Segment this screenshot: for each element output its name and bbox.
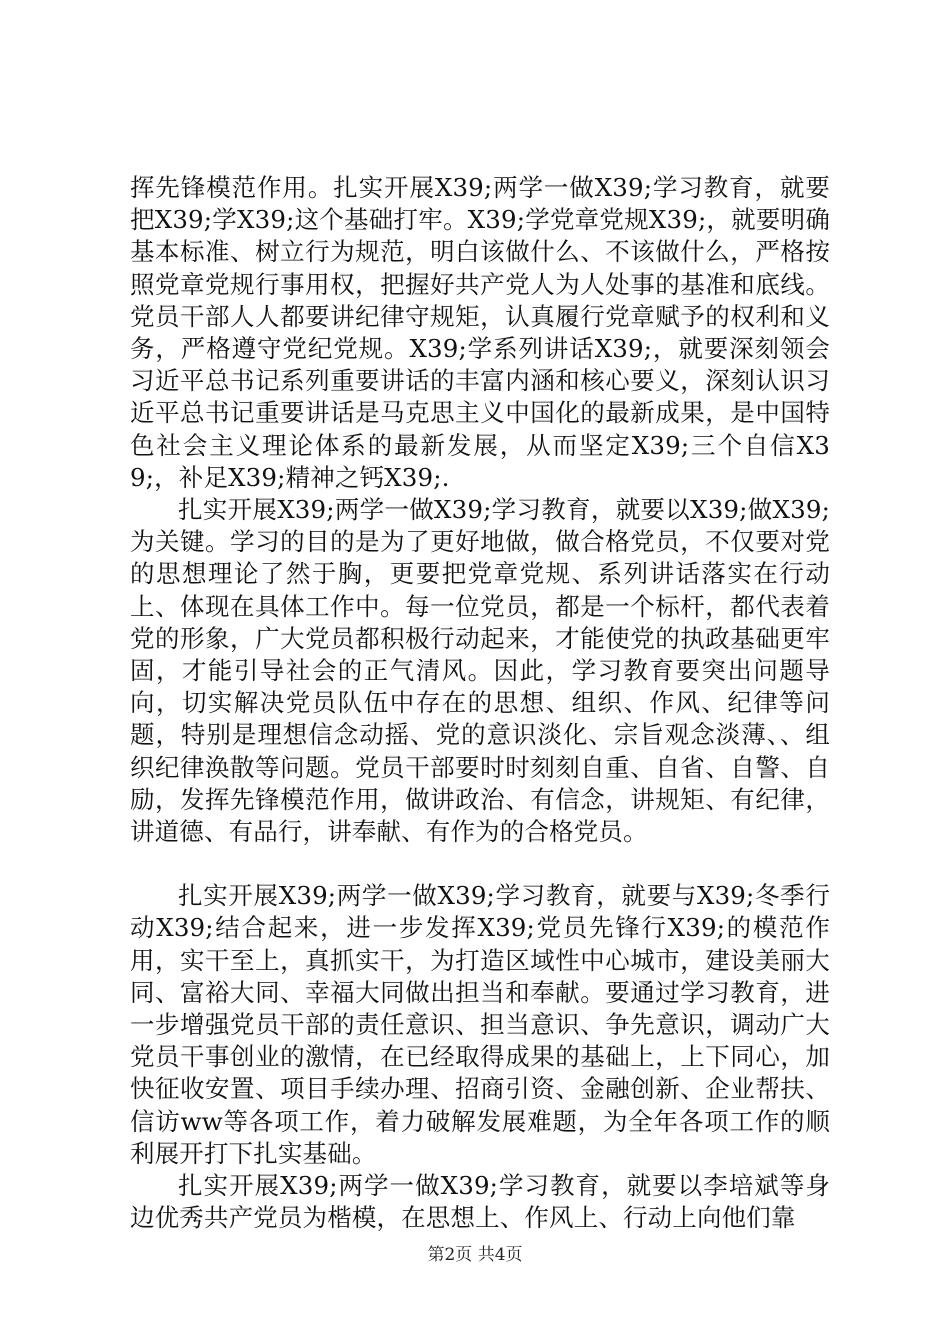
paragraph-1: 挥先锋模范作用。扎实开展X39;两学一做X39;学习教育，就要把X39;学X39;这个基础打牢。X39;学党章党规X39;，就要明确基本标准、树立行为规范，明白该做什么、不该做什么，严格按照党章党规行事用权，把握好共产党人为人处事的基准和底线。党员干部人人都要讲纪律守规矩，认真履行党章赋予的权利和义务，严格遵守党纪党规。X39;学系列讲话X39;，就要深刻领会习近平总书记系列重要讲话的丰富内涵和核心要义，深刻认识习近平总书记重要讲话是马克思主义中国化的最新成果，是中国特色社会主义理论体系的最新发展，从而坚定X39;三个自信X39;，补足X39;精神之钙X39;.	[130, 173, 830, 492]
document-body	[130, 172, 830, 1235]
paragraph-2: 扎实开展X39;两学一做X39;学习教育，就要以X39;做X39;为关键。学习的目的是为了更好地做，做合格党员，不仅要对党的思想理论了然于胸，更要把党章党规、系列讲话落实在行动上、体现在具体工作中。每一位党员，都是一个标杆，都代表着党的形象，广大党员都积极行动起来，才能使党的执政基础更牢固，才能引导社会的正气清风。因此，学习教育要突出问题导向，切实解决党员队伍中存在的思想、组织、作风、纪律等问题，特别是理想信念动摇、党的意识淡化、宗旨观念淡薄、、组织纪律涣散等问题。党员干部要时时刻刻自重、自省、自警、自励，发挥先锋模范作用，做讲政治、有信念，讲规矩、有纪律，讲道德、有品行，讲奉献、有作为的合格党员。	[130, 495, 830, 847]
paragraph-4: 扎实开展X39;两学一做X39;学习教育，就要以李培斌等身边优秀共产党员为楷模，在思想上、作风上、行动上向他们靠	[130, 1171, 830, 1233]
paragraph-3: 扎实开展X39;两学一做X39;学习教育，就要与X39;冬季行动X39;结合起来，进一步发挥X39;党员先锋行X39;的模范作用，实干至上，真抓实干，为打造区域性中心城市，建设美丽大同、富裕大同、幸福大同做出担当和奉献。要通过学习教育，进一步增强党员干部的责任意识、担当意识、争先意识，调动广大党员干事创业的激情，在已经取得成果的基础上，上下同心，加快征收安置、项目手续办理、招商引资、金融创新、企业帮扶、信访ww等各项工作，着力破解发展难题，为全年各项工作的顺利展开打下扎实基础。	[130, 881, 830, 1168]
page-footer: 第2页 共4页	[427, 1245, 523, 1265]
